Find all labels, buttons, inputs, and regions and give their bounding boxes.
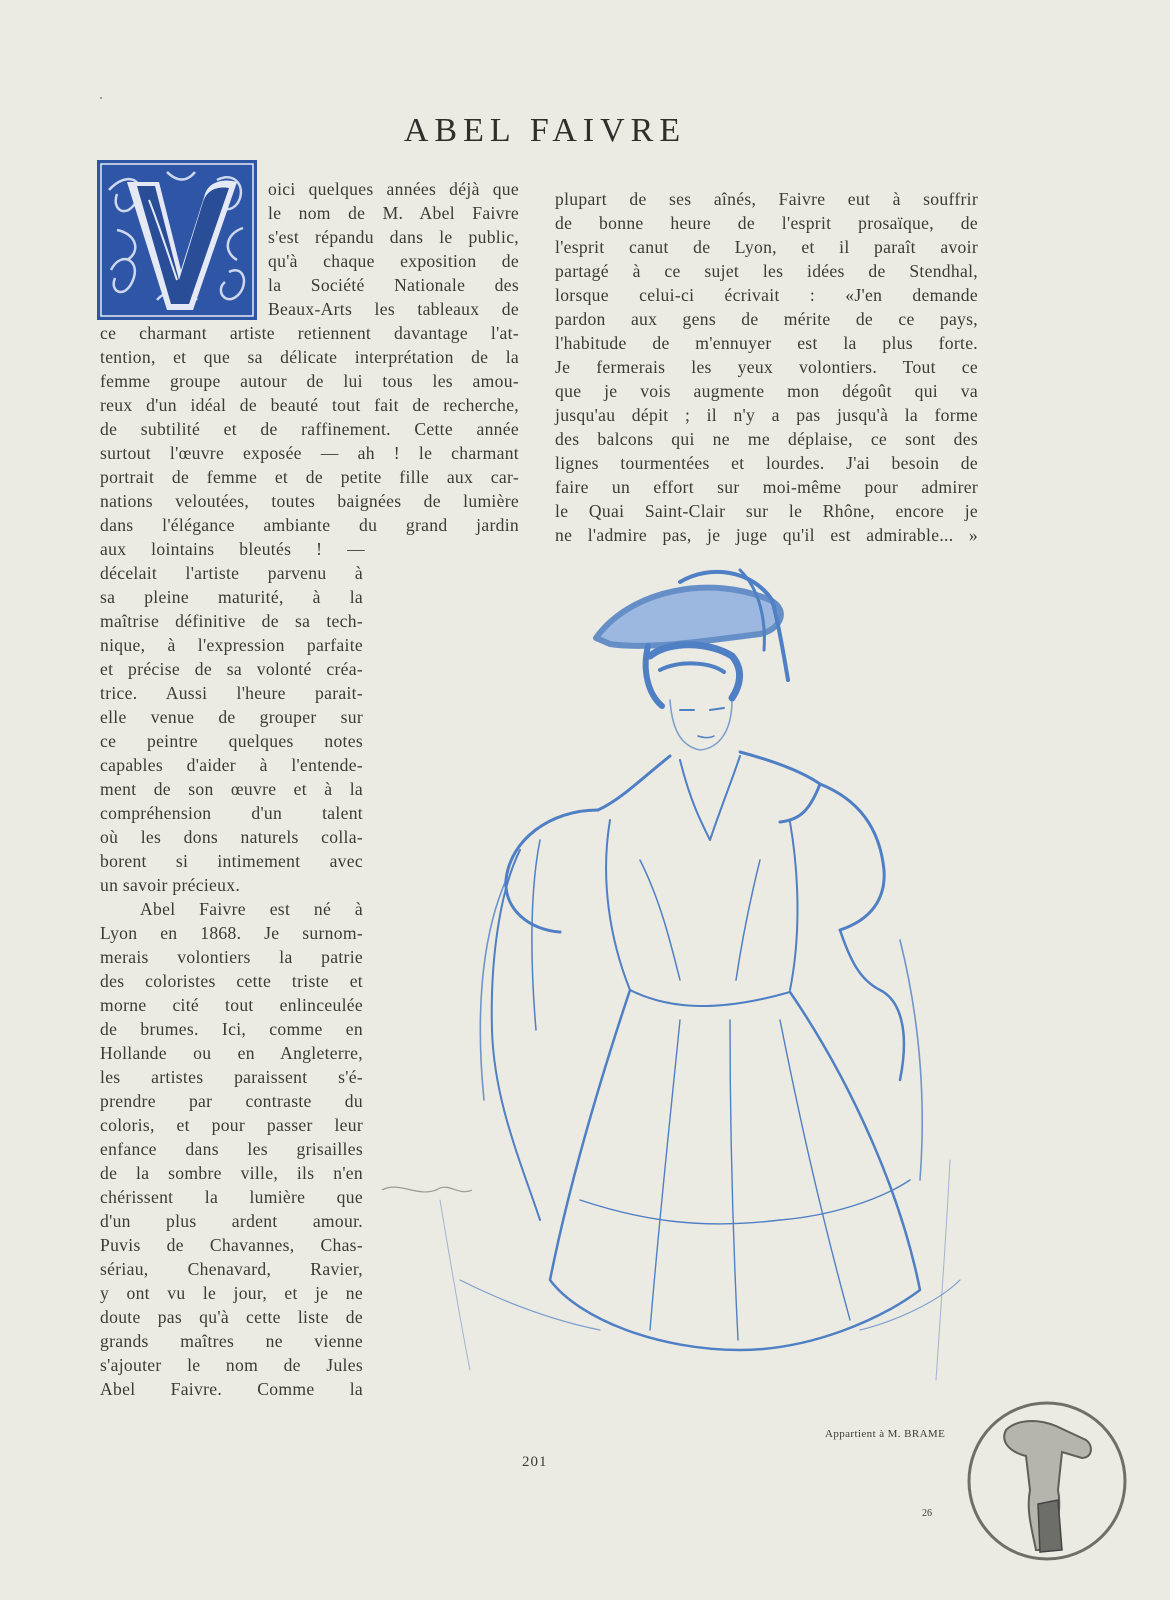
- text-line: décelait l'artiste parvenu à: [100, 563, 363, 583]
- text-line: d'un plus ardent amour.: [100, 1211, 363, 1231]
- text-line: nations veloutées, toutes baignées de lumière: [100, 491, 519, 511]
- text-line: morne cité tout enlinceulée: [100, 995, 363, 1015]
- text-line: nique, à l'expression parfaite: [100, 635, 363, 655]
- text-line: Abel Faivre est né à: [140, 899, 363, 919]
- text-line: qu'à chaque exposition de: [268, 251, 519, 271]
- text-line: Hollande ou en Angleterre,: [100, 1043, 363, 1063]
- text-line: s'est répandu dans le public,: [268, 227, 519, 247]
- illustration-caption: Appartient à M. BRAME: [825, 1428, 946, 1440]
- text-line: tention, et que sa délicate interprétation de la: [100, 347, 519, 367]
- text-line: ne l'admire pas, je juge qu'il est admirable... »: [555, 525, 978, 545]
- text-line: lorsque celui-ci écrivait : «J'en demande: [555, 285, 978, 305]
- text-line: de subtilité et de raffinement. Cette année: [100, 419, 519, 439]
- text-line: Abel Faivre. Comme la: [100, 1379, 363, 1399]
- speck: [100, 97, 102, 99]
- text-line: un savoir précieux.: [100, 875, 241, 895]
- text-line: elle venue de grouper sur: [100, 707, 363, 727]
- text-line: maîtrise définitive de sa tech-: [100, 611, 363, 631]
- text-line: des coloristes cette triste et: [100, 971, 363, 991]
- library-stamp-icon: [966, 1400, 1128, 1562]
- text-line: les artistes paraissent s'é-: [100, 1067, 363, 1087]
- text-line: chérissent la lumière que: [100, 1187, 363, 1207]
- text-line: partagé à ce sujet les idées de Stendhal,: [555, 261, 978, 281]
- text-line: Lyon en 1868. Je surnom-: [100, 923, 363, 943]
- text-line: dans l'élégance ambiante du grand jardin: [100, 515, 519, 535]
- text-line: doute pas qu'à cette liste de: [100, 1307, 363, 1327]
- text-line: sériau, Chenavard, Ravier,: [100, 1259, 363, 1279]
- text-line: Je fermerais les yeux volontiers. Tout ce: [555, 357, 978, 377]
- text-line: l'esprit canut de Lyon, et il paraît avoir: [555, 237, 978, 257]
- portrait-sketch-illustration: [380, 560, 980, 1400]
- text-line: compréhension d'un talent: [100, 803, 363, 823]
- article-title: ABEL FAIVRE: [403, 112, 687, 149]
- page-number: 201: [522, 1454, 548, 1470]
- text-line: capables d'aider à l'entende-: [100, 755, 363, 775]
- text-line: jusqu'au dépit ; il n'y a pas jusqu'à la forme: [555, 405, 978, 425]
- text-line: surtout l'œuvre exposée — ah ! le charmant: [100, 443, 519, 463]
- text-line: grands maîtres ne vienne: [100, 1331, 363, 1351]
- text-line: où les dons naturels colla-: [100, 827, 363, 847]
- decorated-initial-v: [97, 160, 257, 320]
- text-line: faire un effort sur moi-même pour admirer: [555, 477, 978, 497]
- text-line: ment de son œuvre et à la: [100, 779, 363, 799]
- text-line: Puvis de Chavannes, Chas-: [100, 1235, 363, 1255]
- text-line: plupart de ses aînés, Faivre eut à souffrir: [555, 189, 978, 209]
- text-line: l'habitude de m'ennuyer est la plus forte.: [555, 333, 978, 353]
- text-line: merais volontiers la patrie: [100, 947, 363, 967]
- text-line: de bonne heure de l'esprit prosaïque, de: [555, 213, 978, 233]
- text-line: femme groupe autour de lui tous les amou-: [100, 371, 519, 391]
- text-line: le nom de M. Abel Faivre: [268, 203, 519, 223]
- text-line: la Société Nationale des: [268, 275, 519, 295]
- text-line: y ont vu le jour, et je ne: [100, 1283, 363, 1303]
- text-line: que je vois augmente mon dégoût qui va: [555, 381, 978, 401]
- text-line: s'ajouter le nom de Jules: [100, 1355, 363, 1375]
- text-line: enfance dans les grisailles: [100, 1139, 363, 1159]
- text-line: pardon aux gens de mérite de ce pays,: [555, 309, 978, 329]
- text-line: borent si intimement avec: [100, 851, 363, 871]
- text-line: coloris, et pour passer leur: [100, 1115, 363, 1135]
- text-line: le Quai Saint-Clair sur le Rhône, encore je: [555, 501, 978, 521]
- text-line: Beaux-Arts les tableaux de: [268, 299, 519, 319]
- text-line: aux lointains bleutés ! —: [100, 539, 365, 559]
- text-line: portrait de femme et de petite fille aux car-: [100, 467, 519, 487]
- text-line: reux d'un idéal de beauté tout fait de recherche,: [100, 395, 519, 415]
- text-line: prendre par contraste du: [100, 1091, 363, 1111]
- text-line: trice. Aussi l'heure parait-: [100, 683, 363, 703]
- text-line: et précise de sa volonté créa-: [100, 659, 363, 679]
- text-line: de la sombre ville, ils n'en: [100, 1163, 363, 1183]
- text-line: oici quelques années déjà que: [268, 179, 519, 199]
- text-line: ce charmant artiste retiennent davantage l'at-: [100, 323, 519, 343]
- text-line: de brumes. Ici, comme en: [100, 1019, 363, 1039]
- text-line: sa pleine maturité, à la: [100, 587, 363, 607]
- signature-mark: 26: [922, 1508, 932, 1519]
- text-line: ce peintre quelques notes: [100, 731, 363, 751]
- text-line: lignes tourmentées et lourdes. J'ai besoin de: [555, 453, 978, 473]
- text-line: des balcons qui ne me déplaise, ce sont des: [555, 429, 978, 449]
